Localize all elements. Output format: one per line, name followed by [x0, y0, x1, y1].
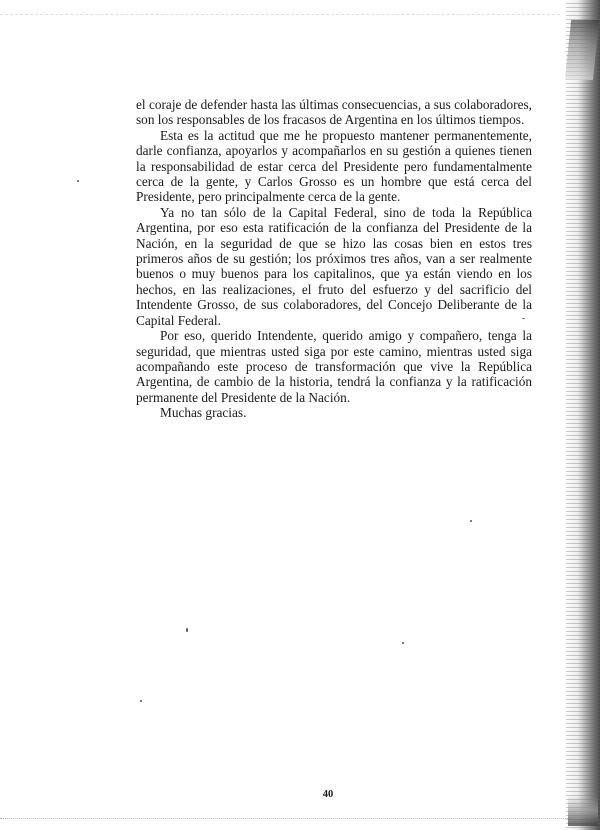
paragraph: Ya no tan sólo de la Capital Federal, sino de toda la República Argentina, por eso esta ratificación de la confianza del Presidente de la Nación, en la seguridad de que se hizo las cosas bien en estos tres primeros años de su gestión; los próximos tres años, van a ser realmente buenos o muy buenos para los capitalinos, que ya están viendo en los hechos, en las realizaciones, el fruto del esfuerzo y del sacrificio del Intendente Grosso, de sus colaboradores, del Concejo Deliberante de la Capital Federal. [136, 204, 532, 328]
scan-speck [470, 520, 472, 522]
page-number: 40 [322, 789, 334, 800]
paragraph: el coraje de defender hasta las últimas consecuencias, a sus colaboradores, son los responsables de los fracasos de Argentina en los últimos tiempos. [136, 97, 532, 128]
scan-speck [186, 628, 188, 632]
scan-speck [402, 642, 404, 644]
paragraph: Por eso, querido Intendente, querido amigo y compañero, tenga la seguridad, que mientras usted siga por este camino, mientras usted siga acompañando este proceso de transformación que vive la República Argentina, de cambio de la historia, tendrá la confianza y la ratificación permanente del Presidente de la Nación. [136, 328, 532, 405]
scan-top-edge [0, 0, 560, 15]
paragraph: Esta es la actitud que me he propuesto mantener permanentemente, darle confianza, apoyarlos y acompañarlos en su gestión a quienes tienen la responsabilidad de estar cerca del Presidente pero fundamentalmente cerca de la gente, y Carlos Grosso es un hombre que está cerca del Presidente, pero principalmente cerca de la gente. [136, 127, 532, 205]
scan-speck [140, 700, 142, 702]
scan-speck [77, 180, 79, 182]
closing-line: Muchas gracias. [160, 405, 247, 421]
scan-edge-shadow-bottom [568, 796, 598, 826]
scan-binding-edge [566, 0, 600, 830]
speech-text [136, 97, 532, 421]
scan-bottom-edge [0, 818, 570, 820]
